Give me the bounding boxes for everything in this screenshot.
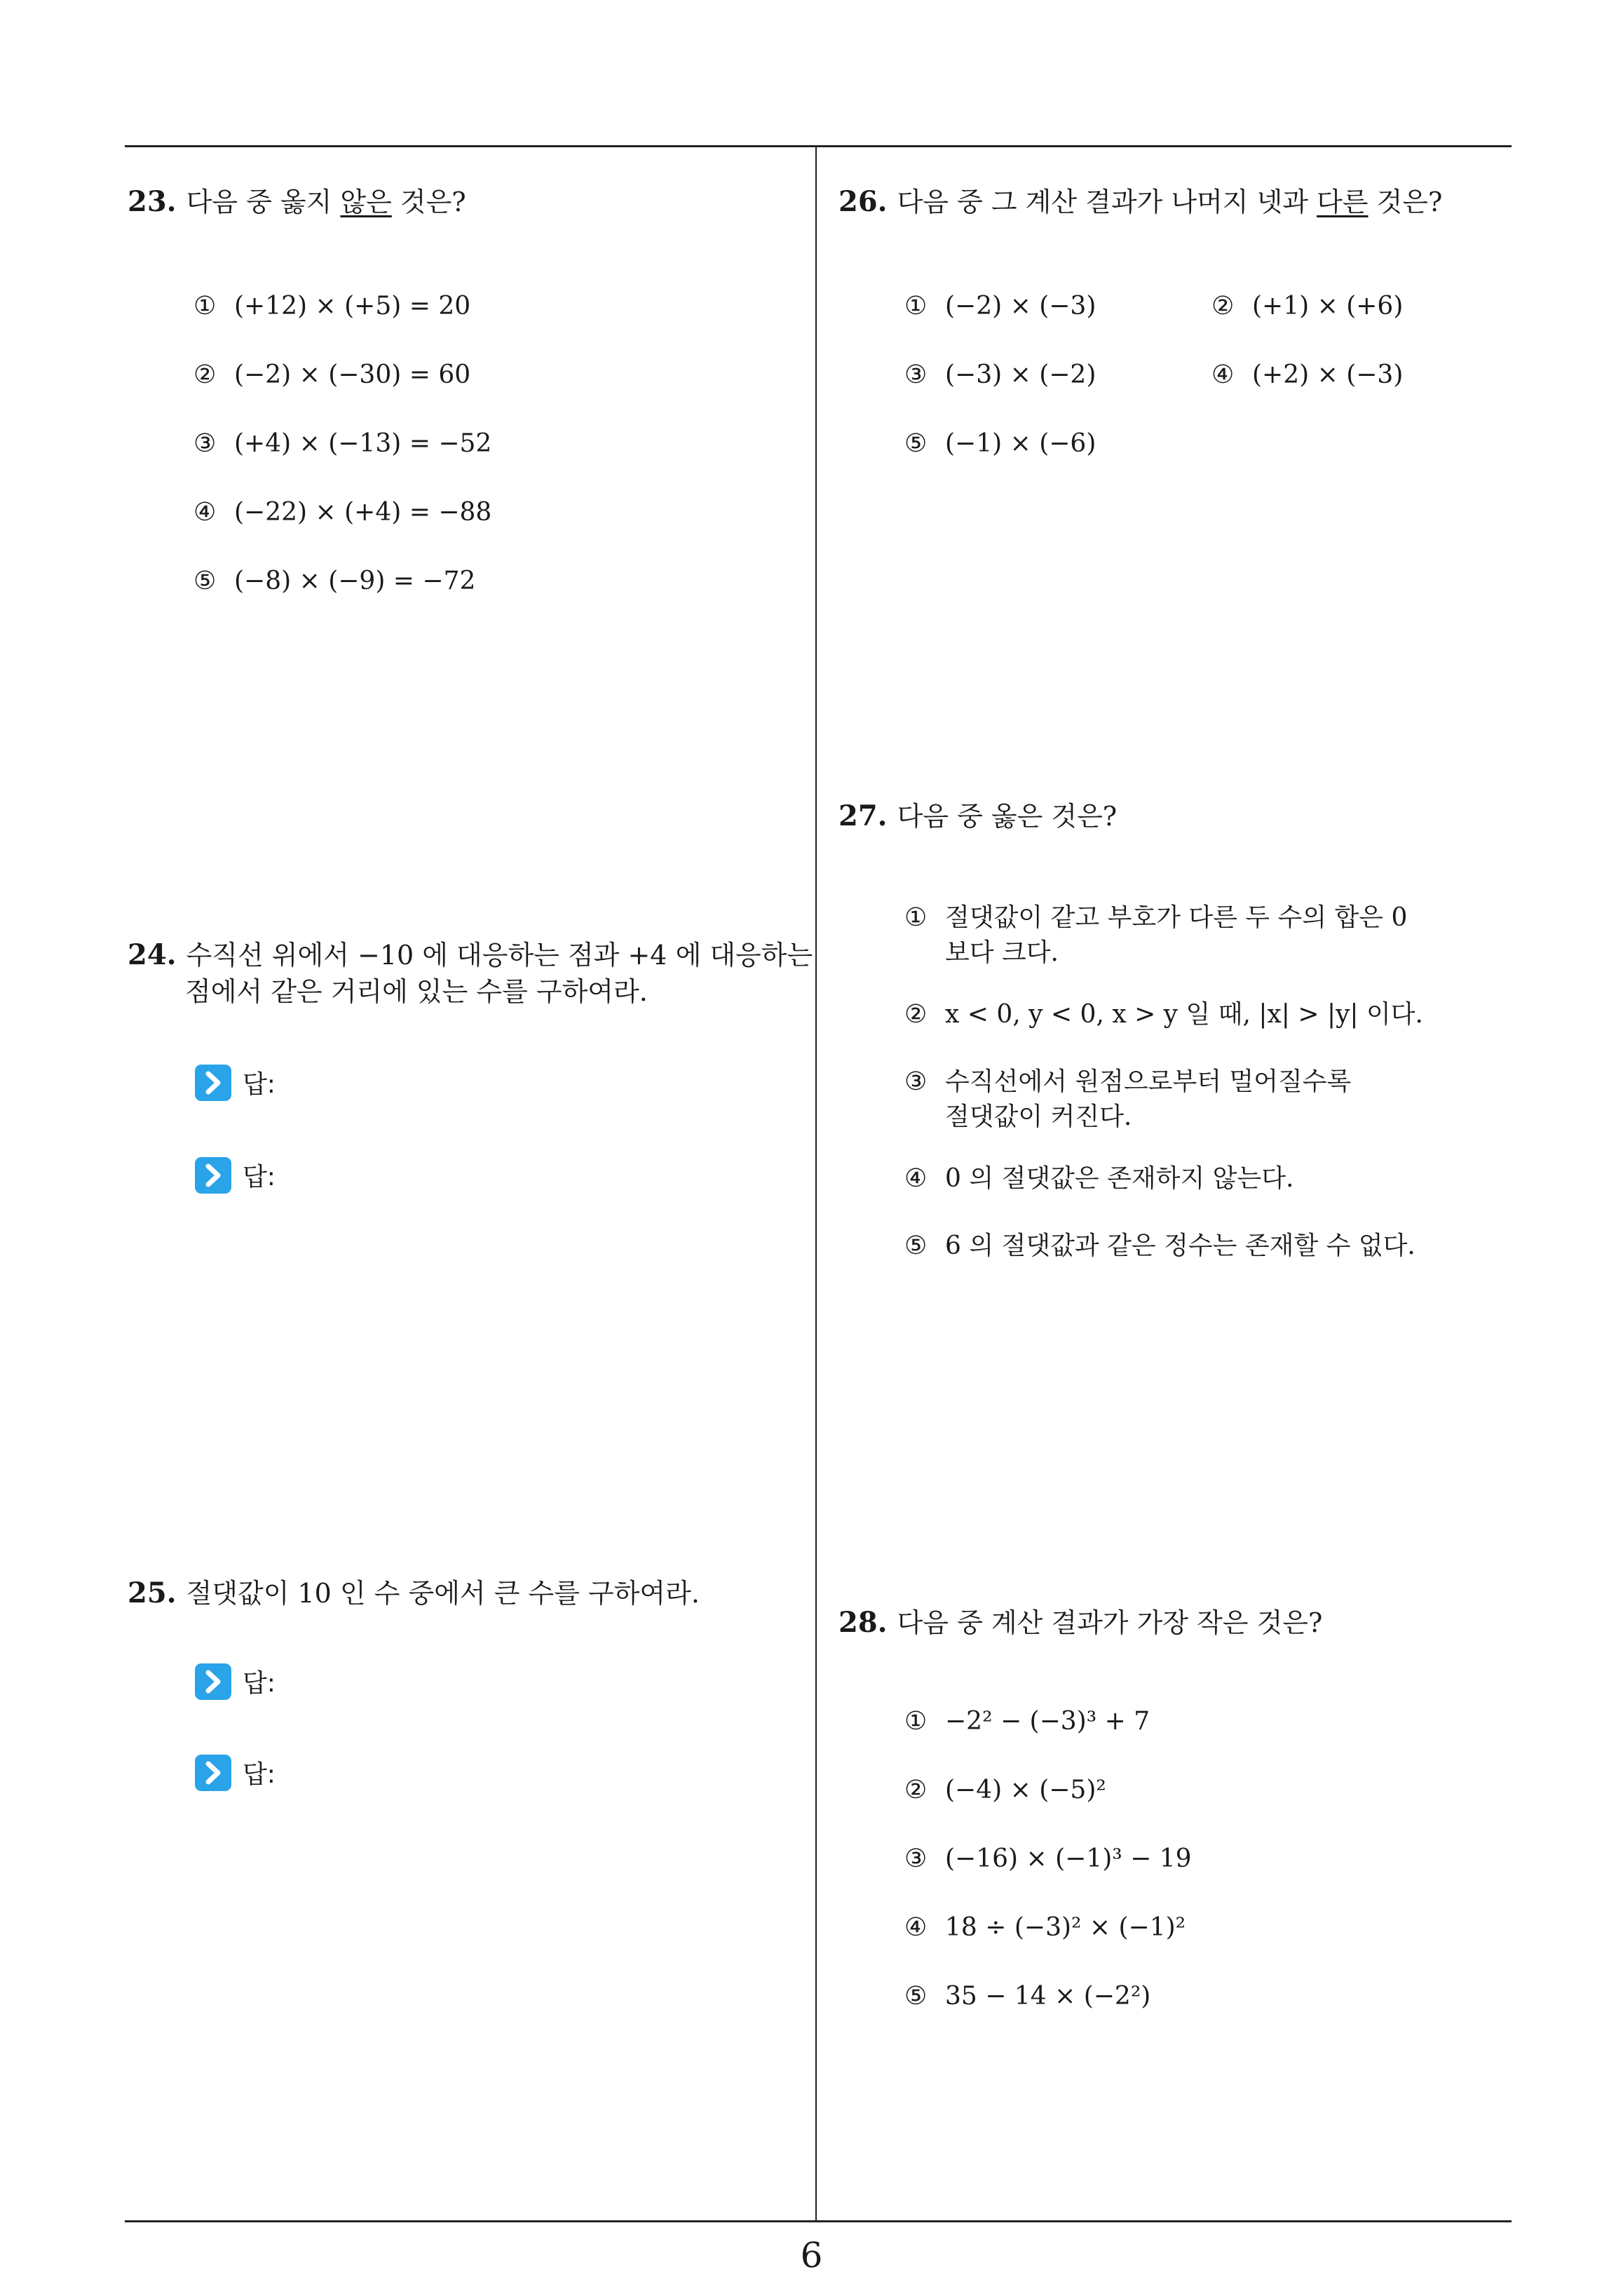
q27-option-4[interactable]: ④ 0 의 절댓값은 존재하지 않는다.: [904, 1164, 1294, 1193]
q26-option-4[interactable]: ④ (+2) × (−3): [1211, 360, 1404, 389]
q28-option-2[interactable]: ② (−4) × (−5)²: [904, 1776, 1106, 1804]
question-26-title: 26. 다음 중 그 계산 결과가 나머지 넷과 다른 것은?: [838, 185, 1443, 218]
q28-option-1[interactable]: ① −2² − (−3)³ + 7: [904, 1707, 1150, 1736]
column-divider: [815, 145, 817, 2222]
q25-answer-2[interactable]: 답:: [193, 1756, 276, 1795]
question-number: 27.: [838, 799, 888, 832]
chevron-right-icon: [193, 1063, 233, 1102]
q26-option-3[interactable]: ③ (−3) × (−2): [904, 360, 1096, 389]
q23-option-2[interactable]: ② (−2) × (−30) = 60: [193, 360, 471, 389]
question-23-title: 23. 다음 중 옳지 않은 것은?: [128, 185, 466, 218]
q27-option-2[interactable]: ② x < 0, y < 0, x > y 일 때, |x| > |y| 이다.: [904, 1000, 1423, 1029]
q26-option-1[interactable]: ① (−2) × (−3): [904, 292, 1096, 320]
question-25-title: 25. 절댓값이 10 인 수 중에서 큰 수를 구하여라.: [128, 1576, 700, 1609]
q23-option-5[interactable]: ⑤ (−8) × (−9) = −72: [193, 567, 476, 595]
chevron-right-icon: [193, 1753, 233, 1792]
q28-option-5[interactable]: ⑤ 35 − 14 × (−2²): [904, 1982, 1151, 2011]
question-28-title: 28. 다음 중 계산 결과가 가장 작은 것은?: [838, 1606, 1323, 1639]
question-24-title: 24. 수직선 위에서 −10 에 대응하는 점과 +4 에 대응하는 점에서 같은 거리에 있는 수를 구하여라.: [128, 938, 813, 1007]
q24-answer-2[interactable]: 답:: [193, 1159, 276, 1198]
page-number: 6: [800, 2235, 823, 2276]
chevron-right-icon: [193, 1156, 233, 1195]
q26-option-2[interactable]: ② (+1) × (+6): [1211, 292, 1404, 320]
question-number: 24.: [128, 938, 177, 971]
question-number: 25.: [128, 1576, 177, 1609]
q23-option-3[interactable]: ③ (+4) × (−13) = −52: [193, 429, 492, 458]
q25-answer-1[interactable]: 답:: [193, 1665, 276, 1704]
bottom-rule: [125, 2220, 1512, 2222]
q24-answer-1[interactable]: 답:: [193, 1066, 276, 1105]
q27-option-1[interactable]: ① 절댓값이 같고 부호가 다른 두 수의 합은 0 보다 크다.: [904, 903, 1408, 967]
q28-option-4[interactable]: ④ 18 ÷ (−3)² × (−1)²: [904, 1913, 1186, 1942]
q26-option-5[interactable]: ⑤ (−1) × (−6): [904, 429, 1096, 458]
question-27-title: 27. 다음 중 옳은 것은?: [838, 799, 1118, 832]
underlined-keyword: 다른: [1317, 187, 1369, 217]
q28-option-3[interactable]: ③ (−16) × (−1)³ − 19: [904, 1844, 1192, 1873]
q27-option-3[interactable]: ③ 수직선에서 원점으로부터 멀어질수록 절댓값이 커진다.: [904, 1067, 1352, 1131]
question-number: 23.: [128, 185, 177, 218]
chevron-right-icon: [193, 1662, 233, 1701]
question-number: 28.: [838, 1606, 888, 1639]
q23-option-1[interactable]: ① (+12) × (+5) = 20: [193, 292, 471, 320]
q27-option-5[interactable]: ⑤ 6 의 절댓값과 같은 정수는 존재할 수 없다.: [904, 1231, 1415, 1260]
underlined-keyword: 않은: [340, 187, 392, 217]
question-number: 26.: [838, 185, 888, 218]
q23-option-4[interactable]: ④ (−22) × (+4) = −88: [193, 498, 492, 527]
top-rule: [125, 145, 1512, 147]
